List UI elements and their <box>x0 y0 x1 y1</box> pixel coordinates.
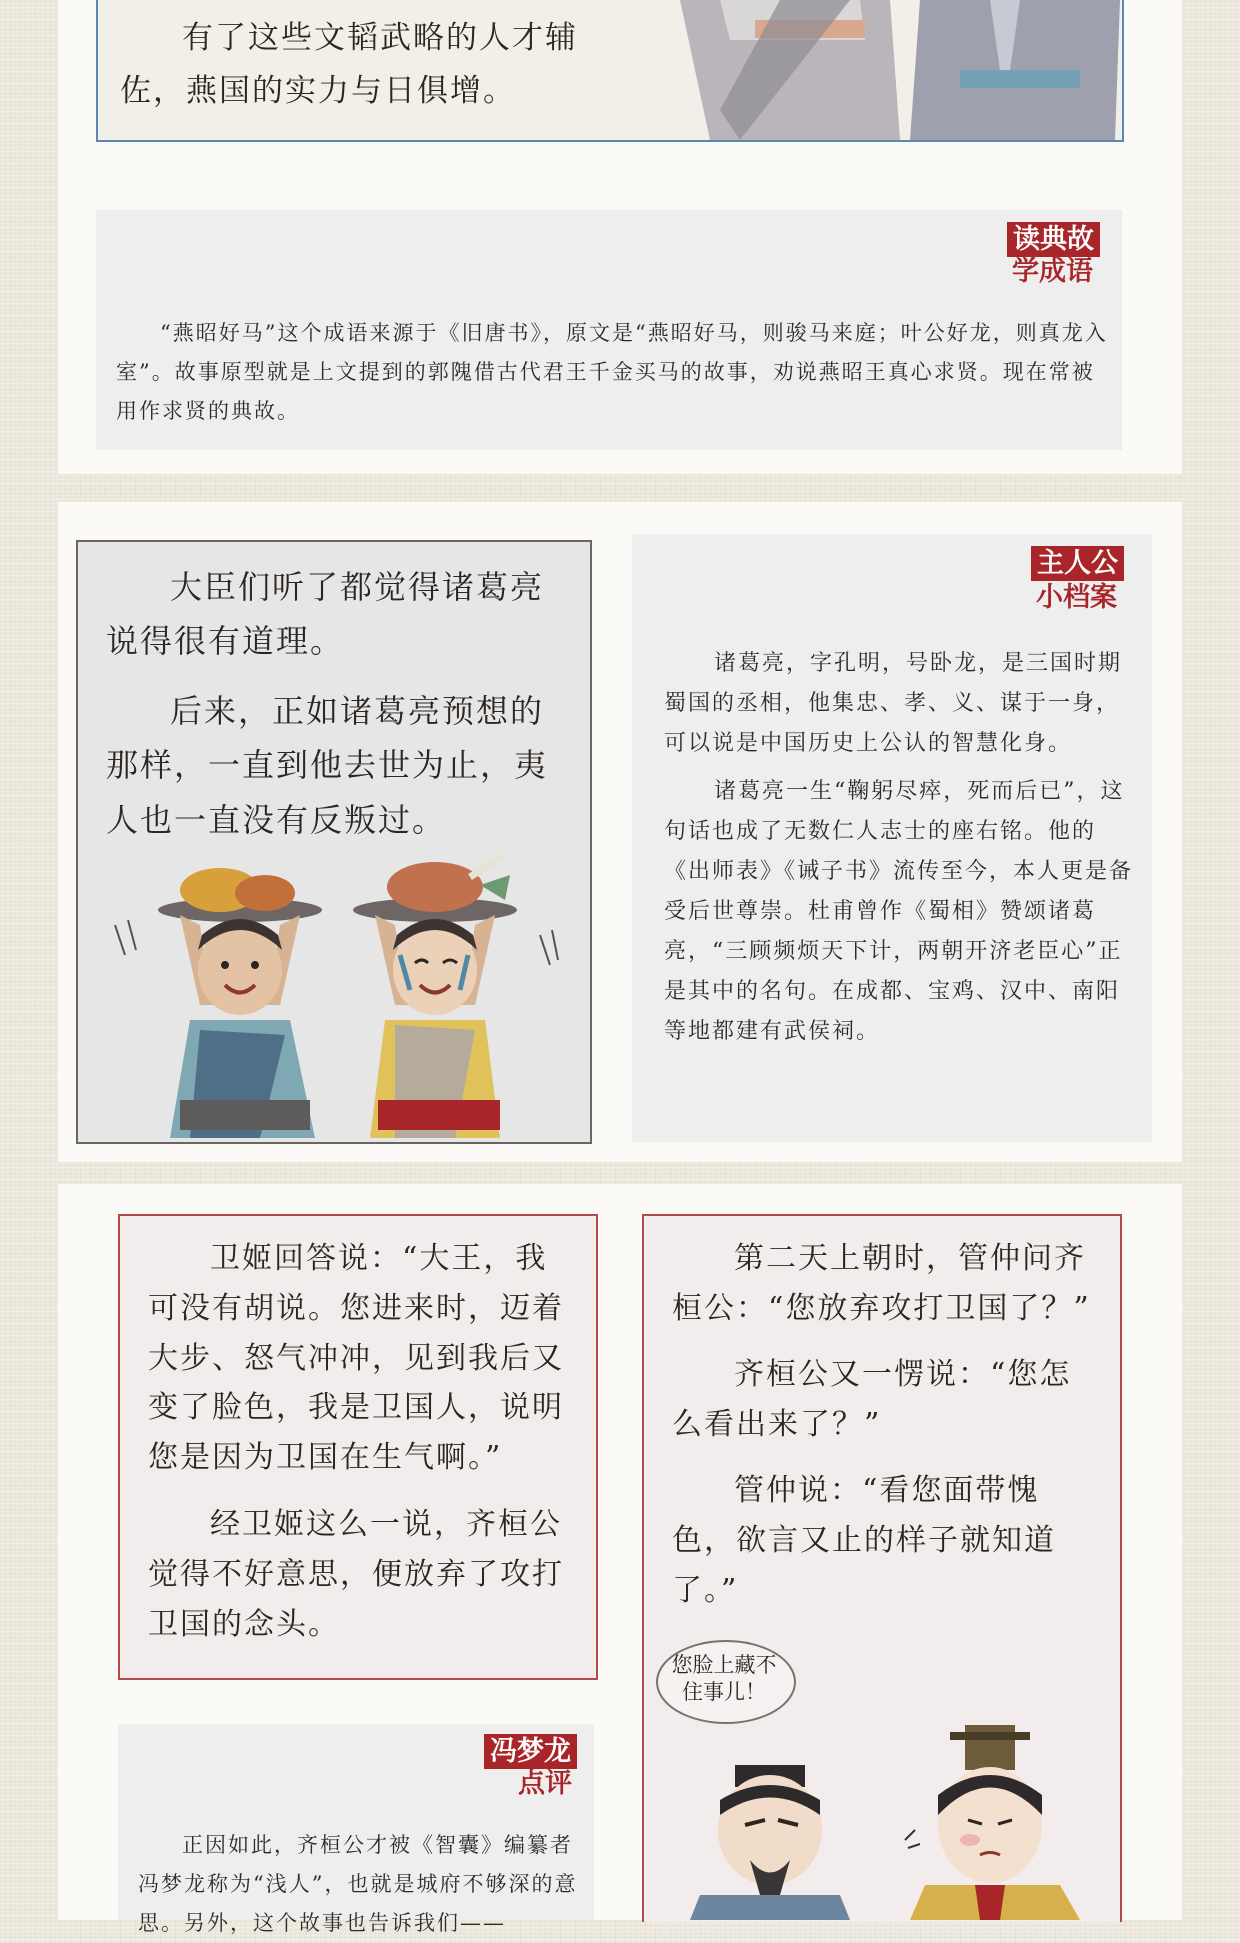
tribesmen-offering-illustration <box>110 855 560 1138</box>
story-text-guanzhong-2: 齐桓公又一愣说：“您怎么看出来了？” <box>672 1357 1072 1442</box>
robed-figures-illustration <box>660 0 1120 140</box>
review-text: 正因如此，齐桓公才被《智囊》编纂者冯梦龙称为“浅人”，也就是城府不够深的意思。另外，这个故事也告诉我们—— <box>138 1833 578 1935</box>
story-text-zhuge-1: 大臣们听了都觉得诸葛亮说得很有道理。 <box>106 568 545 661</box>
read-allusion-tag-line1: 读典故 <box>1007 222 1100 257</box>
read-allusion-text: “燕昭好马”这个成语来源于《旧唐书》，原文是“燕昭好马，则骏马来庭；叶公好龙，则真龙入室”。故事原型就是上文提到的郭隗借古代君王千金买马的故事，劝说燕昭王真心求贤。现在常被用作求贤的典故。 <box>116 321 1108 423</box>
story-text-top: 有了这些文韬武略的人才辅佐，燕国的实力与日俱增。 <box>120 20 578 109</box>
profile-text-2: 诸葛亮一生“鞠躬尽瘁，死而后已”，这句话也成了无数仁人志士的座右铭。他的《出师表》《诫子书》流传至今，本人更是备受后世尊崇。杜甫曾作《蜀相》赞颂诸葛亮，“三顾频烦天下计，两朝开济老臣心”正是其中的名句。在成都、宝鸡、汉中、南阳等地都建有武侯祠。 <box>664 779 1134 1045</box>
read-allusion-tag-line2: 学成语 <box>1012 256 1093 287</box>
story-text-guanzhong-1: 第二天上朝时，管仲问齐桓公：“您放弃攻打卫国了？” <box>672 1241 1091 1326</box>
speech-bubble-text: 您脸上藏不住事儿！ <box>671 1653 777 1705</box>
profile-text-1: 诸葛亮，字孔明，号卧龙，是三国时期蜀国的丞相，他集忠、孝、义、谋于一身，可以说是中国历史上公认的智慧化身。 <box>664 651 1123 757</box>
profile-tag-line1: 主人公 <box>1031 546 1124 581</box>
review-tag-line1: 冯梦龙 <box>484 1734 577 1769</box>
profile-tag-line2: 小档案 <box>1036 582 1117 613</box>
story-text-zhuge-2: 后来，正如诸葛亮预想的那样，一直到他去世为止，夷人也一直没有反叛过。 <box>106 692 549 839</box>
review-tag-line2: 点评 <box>518 1768 572 1799</box>
story-text-weiji-1: 卫姬回答说：“大王，我可没有胡说。您进来时，迈着大步、怒气冲冲，见到我后又变了脸色，我是卫国人，说明您是因为卫国在生气啊。” <box>148 1241 564 1476</box>
story-text-weiji-2: 经卫姬这么一说，齐桓公觉得不好意思，便放弃了攻打卫国的念头。 <box>148 1507 564 1642</box>
story-text-guanzhong-3: 管仲说：“看您面带愧色，欲言又止的样子就知道了。” <box>672 1473 1056 1608</box>
guanzhong-duke-illustration <box>680 1720 1110 1920</box>
